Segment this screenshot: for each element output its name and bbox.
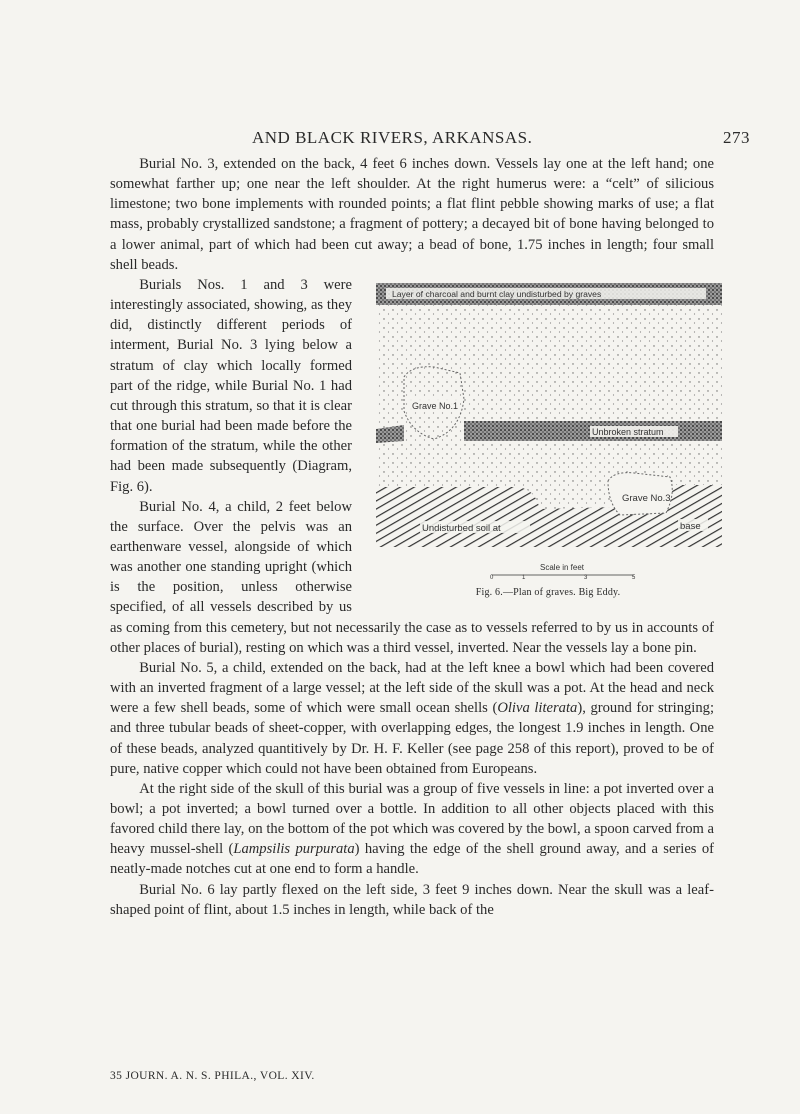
species-name: Lampsilis purpurata [233,841,355,858]
page-number: 273 [723,128,750,147]
paragraph-burial-4: Burial No. 4, a child, 2 feet below the surface. Over the pelvis was an earthenware vessel, alongside of which was another one standing upright (which is the position, unless otherwise specified, of all vessels described by us as coming from this cemetery, but not necessarily the case as to vessels referred to by us in accounts of other places of burial), resting on which was a third vessel, inverted. Near the vessels lay a bone pin. [110,498,714,656]
species-name: Oliva literata [497,700,578,717]
figure-caption: Fig. 6.—Plan of graves. Big Eddy. [475,586,621,598]
scale-tick-0: 0 [490,574,494,581]
body-text [110,154,714,920]
paragraph-burial-5 [110,658,714,779]
page-footer: 35 JOURN. A. N. S. PHILA., VOL. XIV. [110,1070,315,1082]
text-span: Burial No. 5, a child, extended on the back, had at the left knee a bowl which had been covered with an inverted fragment of a large vessel; at the left side of the skull was a pot. At the head and neck were a few shell beads, some of which were small ocean shells ( [110,659,714,717]
scale-tick-1: 1 [522,574,526,581]
figure-6 [364,281,732,604]
label-base: base [680,520,701,532]
grave-diagram [364,281,732,581]
running-title: AND BLACK RIVERS, ARKANSAS. [252,128,533,147]
text-span: ), ground for stringing; and three tubular beads of sheet-copper, with overlapping edges, the longest 1.9 inches in length. One of these beads, analyzed quantitively by Dr. H. F. Keller (see page 258 of this report), proved to be of pure, native copper which could not have been obtained from Europeans. [110,700,714,777]
paragraph-burials-1-and-3: Burials Nos. 1 and 3 were interestingly associated, showing, as they did, distinctly different periods of interment, Burial No. 3 lying below a stratum of clay which locally formed part of the ridge, while Burial No. 1 had cut through this stratum, so that it is clear that one burial had been made before the formation of the stratum, while the other had been made subsequently (Diagram, Fig. 6). [110,276,352,495]
scale-tick-5: 5 [632,574,636,581]
scale-label: Scale in feet [540,562,585,572]
text-span: ) having the edge of the shell ground away, and a series of neatly-made notches cut at one end to form a handle. [110,841,714,878]
page-header [0,128,800,150]
label-grave-1: Grave No.1 [412,400,459,411]
label-charcoal-layer: Layer of charcoal and burnt clay undisturbed by graves [392,288,602,299]
label-grave-3: Grave No.3 [622,492,671,504]
paragraph-burial-6: Burial No. 6 lay partly flexed on the left side, 3 feet 9 inches down. Near the skull was a leaf-shaped point of flint, about 1.5 inches in length, while back of the [110,881,714,918]
label-unbroken-stratum: Unbroken stratum [592,426,664,437]
scale-tick-3: 3 [584,574,588,581]
label-undisturbed-soil: Undisturbed soil at [422,522,501,534]
text-span: At the right side of the skull of this burial was a group of five vessels in line: a pot inverted over a bowl; a pot inverted; a bowl turned over a bottle. In addition to all other objects placed with this favored child there lay, on the bottom of the pot which was covered by the bowl, a spoon carved from a heavy mussel-shell ( [110,780,714,858]
paragraph-burial-3: Burial No. 3, extended on the back, 4 feet 6 inches down. Vessels lay one at the left hand; one somewhat farther up; one near the left shoulder. At the right humerus were: a “celt” of silicious limestone; two bone implements with rounded points; a flat flint pebble showing marks of use; a flat mass, probably crystallized sandstone; a fragment of pottery; a decayed bit of bone having belonged to a lower animal, part of which had been cut away; a bead of bone, 1.75 inches in length; four small shell beads. [110,156,714,273]
paragraph-vessel-group [110,779,714,880]
